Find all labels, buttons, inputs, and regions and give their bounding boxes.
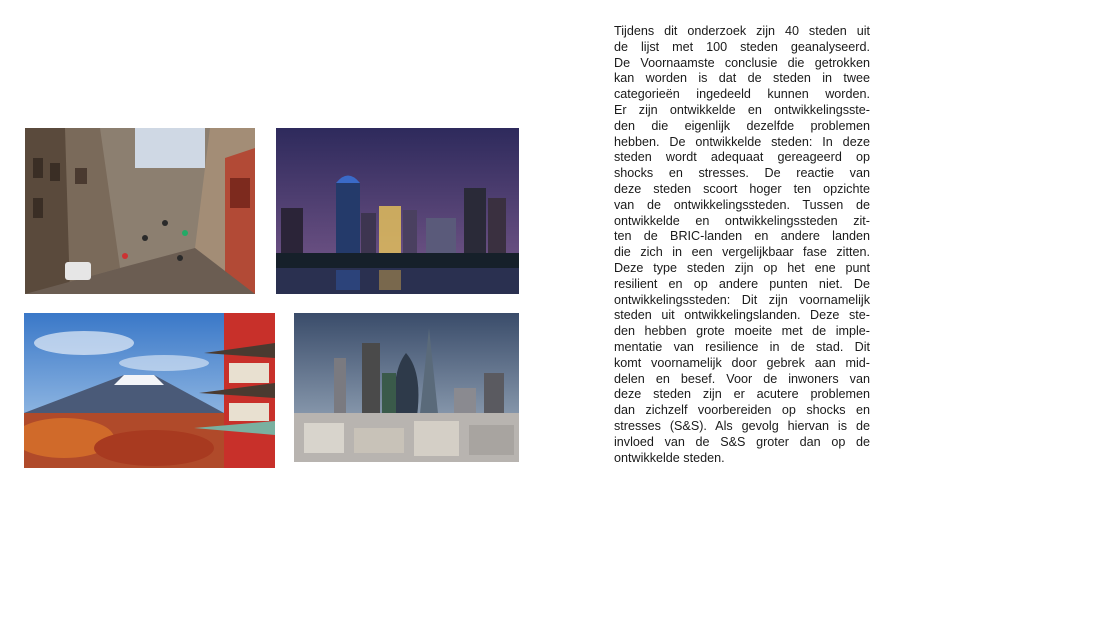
text-line: stresses (S&S). Als gevolg hiervan is de [614,418,870,433]
text-line: van de ontwikkelingssteden. Tussen de [614,197,870,212]
text-line: Deze type steden zijn op het ene punt [614,260,870,275]
text-line: den die eigenlijk dezelfde problemen [614,118,870,133]
text-line: hebben. De ontwikkelde steden: In deze [614,134,870,149]
text-line: shocks en stresses. De reactie van [614,166,870,181]
text-line: steden wordt adequaat gereageerd op [614,150,870,165]
text-line: invloed van de S&S groter dan op de [614,434,870,449]
london-skyline-photo [294,313,519,462]
mount-fuji-pagoda-photo [24,313,275,468]
text-line: kan worden is dat de steden in twee [614,71,870,86]
text-line: die zich in een vergelijkbaar fase zitten. [614,245,870,260]
text-line: de lijst met 100 steden geanalyseerd. [614,39,870,54]
text-line: ontwikkelingssteden: Dit zijn voornamelijk [614,292,870,307]
text-line: delen en besef. Voor de inwoners van [614,371,870,386]
text-line: ontwikkelde steden. [614,450,725,465]
text-line: dan zichzelf voorbereiden op shocks en [614,403,870,418]
text-line: ten de BRIC-landen en andere landen [614,229,870,244]
night-skyline-photo [276,128,519,294]
text-line: De Voornaamste conclusie die getrokken [614,55,870,70]
street-photo [25,128,255,294]
text-line: Tijdens dit onderzoek zijn 40 steden uit [614,24,870,38]
text-line: steden uit ontwikkelingslanden. Deze ste- [614,308,870,323]
text-line: den hebben grote moeite met de imple- [614,324,870,339]
text-line: deze steden scoort hoger ten opzichte [614,181,870,196]
text-line: resilient en op andere punten niet. De [614,276,870,291]
text-line: categorieën ingedeeld kunnen worden. [614,87,870,102]
text-line: komt voornamelijk door gebrek aan mid- [614,355,870,370]
text-line: mentatie van resilience in de stad. Dit [614,339,870,354]
body-text [614,24,870,466]
text-line: Er zijn ontwikkelde en ontwikkelingsste- [614,102,870,117]
text-line: deze steden zijn er acutere problemen [614,387,870,402]
text-line: ontwikkelde en ontwikkelingssteden zit- [614,213,870,228]
